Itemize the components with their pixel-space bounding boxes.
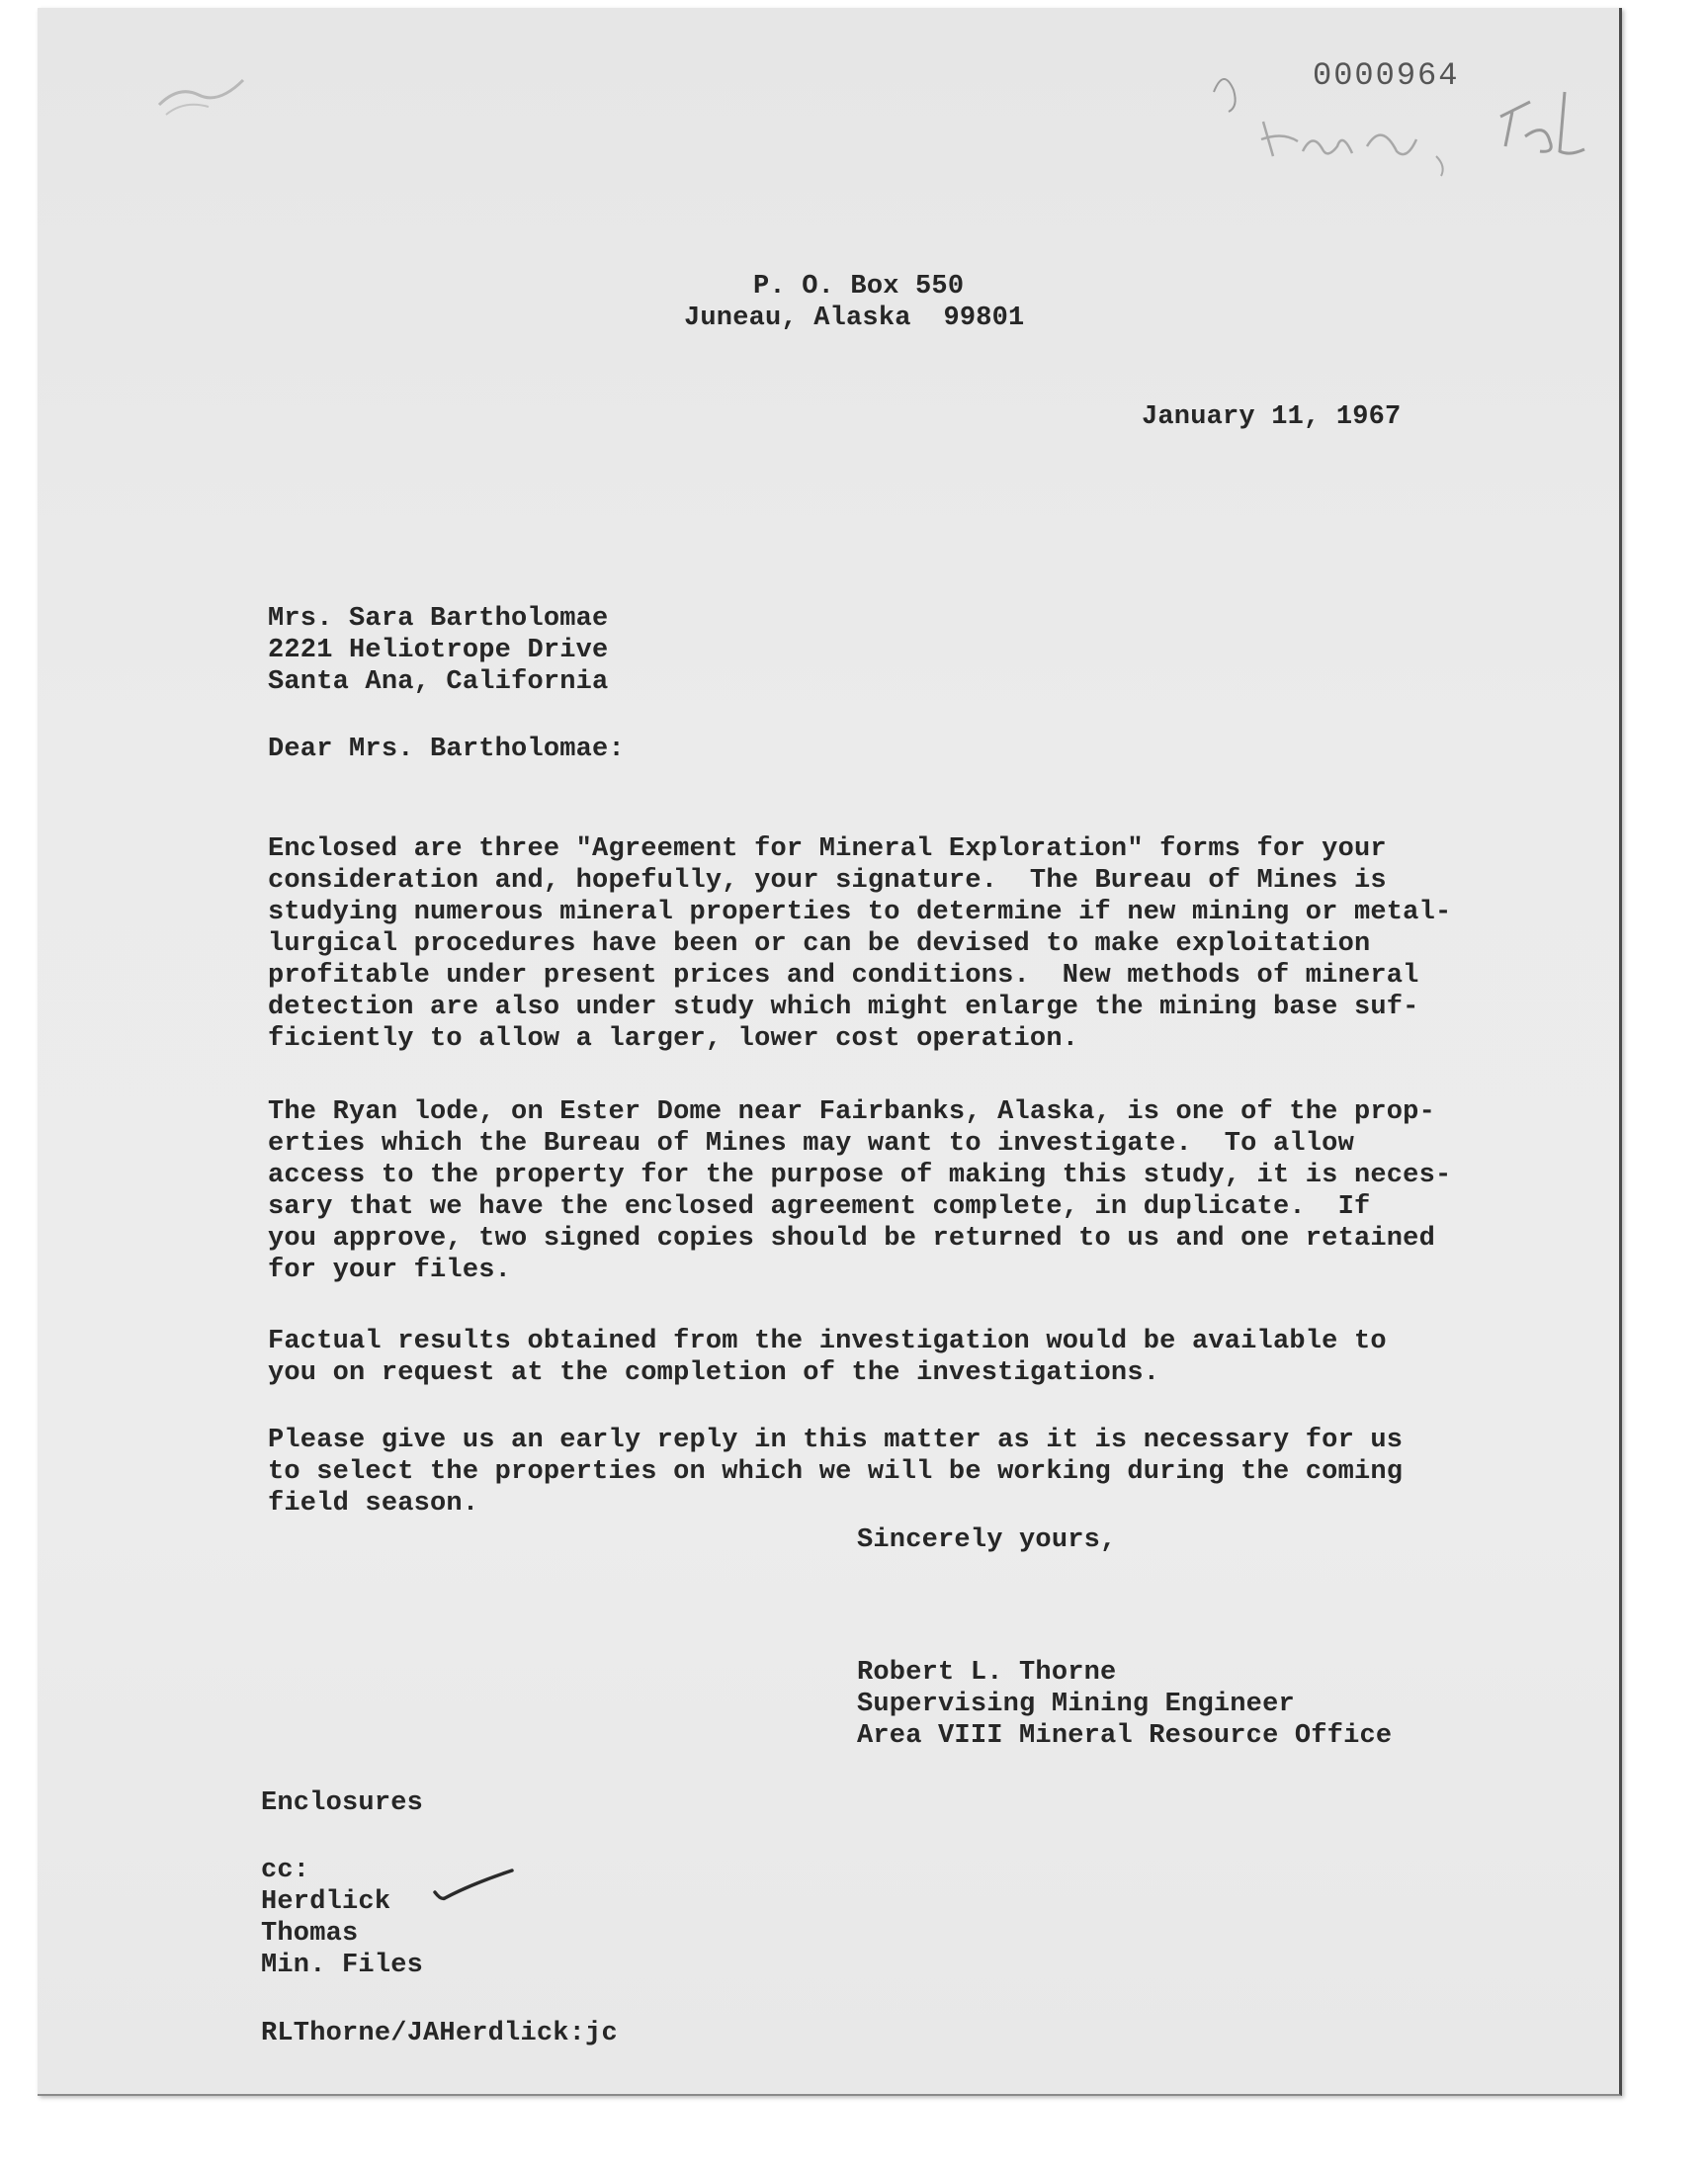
- signer-office: Area VIII Mineral Resource Office: [857, 1721, 1393, 1751]
- letter-page: [38, 8, 1622, 2096]
- recipient-city: Santa Ana, California: [268, 667, 609, 697]
- paragraph-3: [268, 1294, 1387, 1389]
- paragraph-line: lurgical procedures have been or can be devised to make exploitation: [268, 929, 1371, 959]
- paragraph-line: for your files.: [268, 1256, 512, 1285]
- paragraph-line: ficiently to allow a larger, lower cost operation.: [268, 1024, 1079, 1054]
- paragraph-line: access to the property for the purpose of making this study, it is neces-: [268, 1161, 1452, 1190]
- signer-name: Robert L. Thorne: [857, 1658, 1117, 1688]
- paragraph-line: consideration and, hopefully, your signature. The Bureau of Mines is: [268, 866, 1387, 896]
- letter-date: January 11, 1967: [1142, 402, 1402, 432]
- paragraph-line: you approve, two signed copies should be returned to us and one retained: [268, 1224, 1435, 1254]
- return-address-line1: P. O. Box 550: [753, 272, 965, 302]
- paragraph-line: detection are also under study which might enlarge the mining base suf-: [268, 993, 1419, 1022]
- cc-recipient: Herdlick: [261, 1887, 391, 1917]
- handwritten-check-mark-icon: [431, 1867, 520, 1911]
- closing: Sincerely yours,: [857, 1525, 1117, 1555]
- cc-recipient: Thomas: [261, 1919, 359, 1949]
- paragraph-line: The Ryan lode, on Ester Dome near Fairbanks, Alaska, is one of the prop-: [268, 1097, 1435, 1127]
- paragraph-line: studying numerous mineral properties to determine if new mining or metal-: [268, 898, 1452, 927]
- return-address-line2: Juneau, Alaska 99801: [684, 304, 1025, 333]
- paragraph-line: Enclosed are three "Agreement for Mineral Exploration" forms for your: [268, 834, 1387, 864]
- paragraph-2: [268, 1065, 1451, 1286]
- handwritten-annotation: [1204, 62, 1619, 181]
- paragraph-line: to select the properties on which we will be working during the coming: [268, 1457, 1404, 1487]
- recipient-name: Mrs. Sara Bartholomae: [268, 604, 609, 634]
- paragraph-line: erties which the Bureau of Mines may want to investigate. To allow: [268, 1129, 1354, 1159]
- paragraph-4: [268, 1393, 1403, 1520]
- signer-title: Supervising Mining Engineer: [857, 1690, 1295, 1719]
- paragraph-line: profitable under present prices and conditions. New methods of mineral: [268, 961, 1419, 991]
- cc-label: cc:: [261, 1856, 310, 1885]
- cc-recipient: Min. Files: [261, 1951, 424, 1980]
- paragraph-line: Please give us an early reply in this matter as it is necessary for us: [268, 1426, 1404, 1455]
- reference-initials: RLThorne/JAHerdlick:jc: [261, 2019, 618, 2048]
- paragraph-1: [268, 802, 1451, 1055]
- document-number: 0000964: [1313, 57, 1460, 94]
- paragraph-line: you on request at the completion of the investigations.: [268, 1358, 1160, 1388]
- paragraph-line: sary that we have the enclosed agreement complete, in duplicate. If: [268, 1192, 1371, 1222]
- paragraph-line: field season.: [268, 1489, 479, 1519]
- recipient-street: 2221 Heliotrope Drive: [268, 636, 609, 665]
- paper-smudge: [154, 65, 263, 125]
- paragraph-line: Factual results obtained from the investigation would be available to: [268, 1327, 1387, 1356]
- salutation: Dear Mrs. Bartholomae:: [268, 735, 625, 764]
- enclosures-note: Enclosures: [261, 1788, 424, 1818]
